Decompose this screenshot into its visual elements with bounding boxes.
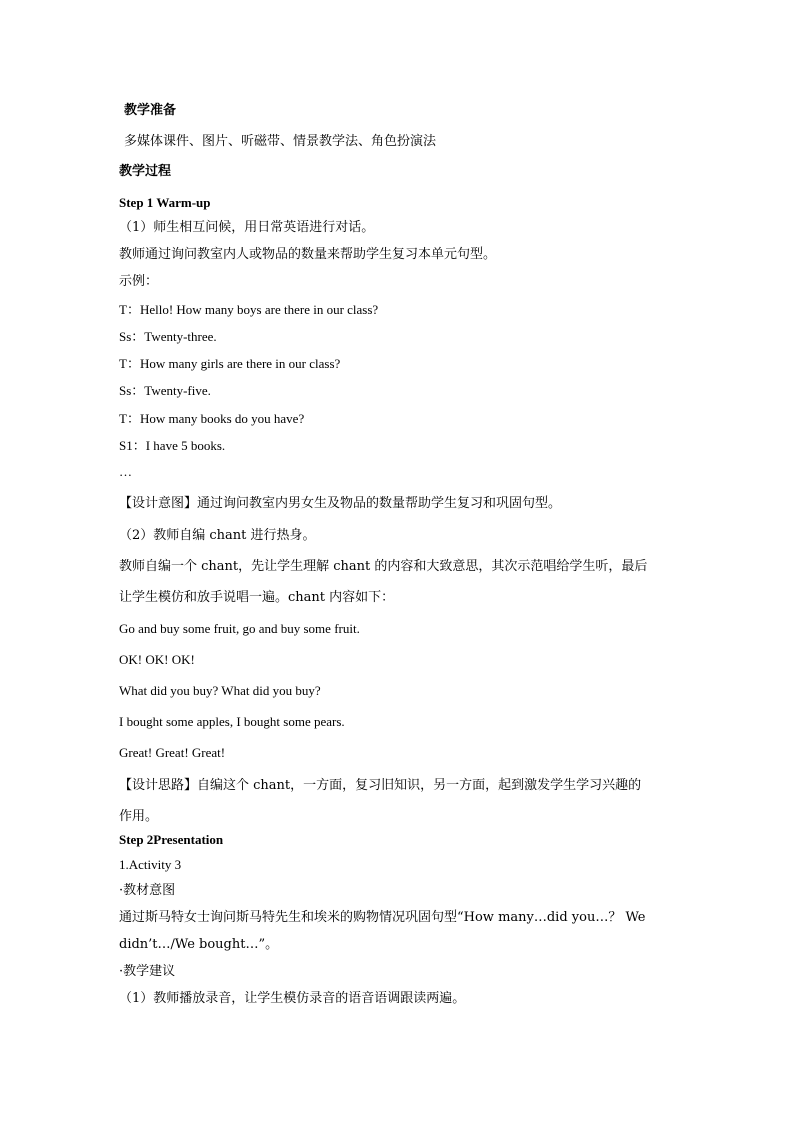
- design-idea-line-2: 作用。: [119, 809, 159, 824]
- step2-heading: Step 2Presentation: [119, 832, 224, 847]
- process-heading: 教学过程: [119, 164, 172, 179]
- step1-paragraph-2: 教师通过询问教室内人或物品的数量来帮助学生复习本单元句型。: [119, 247, 497, 262]
- design-intent-note: 【设计意图】通过询问教室内男女生及物品的数量帮助学生复习和巩固句型。: [119, 496, 562, 511]
- material-intent-line-2: didn’t…/We bought…”。: [119, 937, 279, 952]
- chant-line: What did you buy? What did you buy?: [119, 683, 321, 698]
- design-idea-line-1: 【设计思路】自编这个 chant，一方面，复习旧知识，另一方面，起到激发学生学习兴趣的: [119, 778, 642, 793]
- example-label: 示例：: [119, 274, 159, 289]
- dialogue-line: T：How many girls are there in our class?: [119, 356, 341, 371]
- step1-heading: Step 1 Warm-up: [119, 195, 211, 210]
- chant-line: I bought some apples, I bought some pears.: [119, 714, 345, 729]
- dialogue-line: Ss：Twenty-three.: [119, 329, 217, 344]
- material-intent-line-1: 通过斯马特女士询问斯马特先生和埃米的购物情况巩固句型“How many…did you…？ We: [119, 910, 646, 925]
- teaching-suggestion-1: （1）教师播放录音，让学生模仿录音的语音语调跟读两遍。: [119, 991, 466, 1006]
- dialogue-line: Ss：Twenty-five.: [119, 383, 211, 398]
- step1-paragraph-4-line-1: 教师自编一个 chant，先让学生理解 chant 的内容和大致意思，其次示范唱给学生听，最后: [119, 559, 648, 574]
- step1-paragraph-3: （2）教师自编 chant 进行热身。: [119, 528, 316, 543]
- activity-label: 1.Activity 3: [119, 857, 182, 872]
- prep-items: 多媒体课件、图片、听磁带、情景教学法、角色扮演法: [124, 134, 437, 149]
- step1-paragraph-4-line-2: 让学生模仿和放手说唱一遍。chant 内容如下：: [119, 590, 395, 605]
- dialogue-line: T：Hello! How many boys are there in our class?: [119, 302, 379, 317]
- material-intent-label: ·教材意图: [119, 883, 176, 898]
- teaching-suggestion-label: ·教学建议: [119, 964, 176, 979]
- step1-paragraph-1: （1）师生相互问候，用日常英语进行对话。: [119, 220, 375, 235]
- dialogue-line: T：How many books do you have?: [119, 411, 305, 426]
- dialogue-ellipsis: …: [119, 464, 132, 479]
- dialogue-line: S1：I have 5 books.: [119, 438, 226, 453]
- chant-line: Great! Great! Great!: [119, 745, 226, 760]
- prep-heading: 教学准备: [124, 103, 177, 118]
- chant-line: Go and buy some fruit, go and buy some fruit.: [119, 621, 360, 636]
- chant-line: OK! OK! OK!: [119, 652, 195, 667]
